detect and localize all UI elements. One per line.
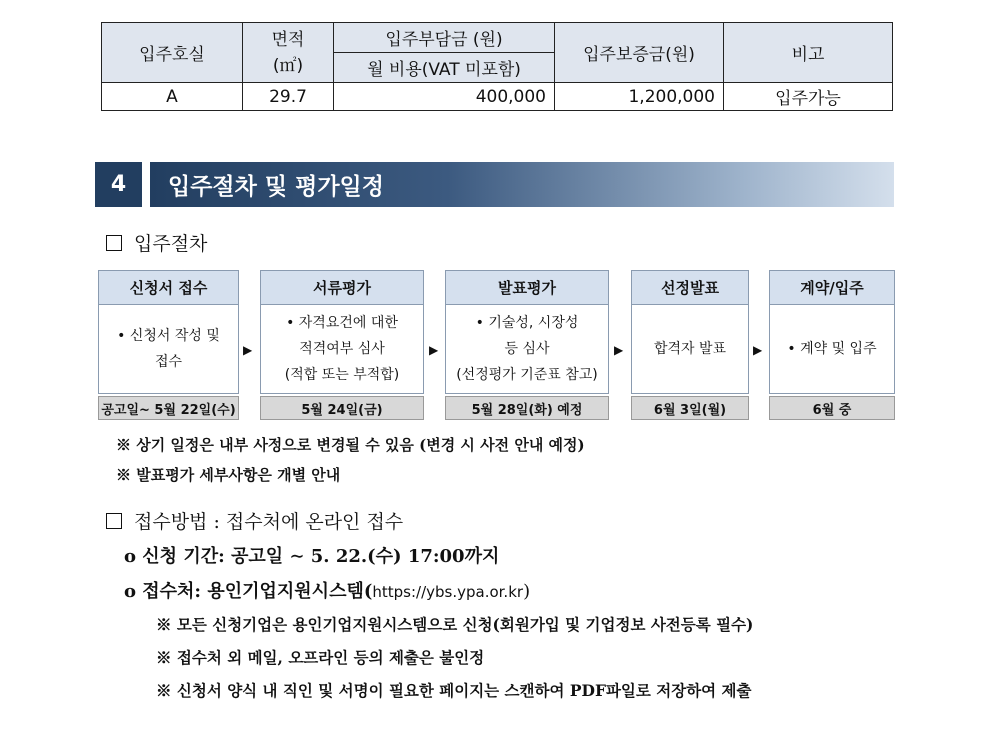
header-note: 비고	[724, 23, 893, 83]
step-title: 신청서 접수	[98, 270, 239, 305]
sub-note: ※ 신청서 양식 내 직인 및 서명이 필요한 페이지는 스캔하여 PDF파일로 저장하여 제출	[156, 681, 752, 700]
procedure-heading-text: 입주절차	[134, 233, 208, 255]
step-body	[631, 305, 749, 394]
step-body	[260, 305, 424, 394]
application-place	[124, 577, 530, 603]
cell-deposit: 1,200,000	[555, 83, 724, 111]
place-suffix: )	[523, 581, 531, 602]
sub-note: ※ 모든 신청기업은 용인기업지원시스템으로 신청(회원가입 및 기업정보 사전등록 필수)	[156, 615, 754, 634]
step-date: 6월 중	[769, 396, 895, 420]
step-line: • 기술성, 시장성	[475, 315, 579, 331]
arrow-icon: ▶	[243, 343, 253, 357]
step-title: 계약/입주	[769, 270, 895, 305]
arrow-icon: ▶	[429, 343, 439, 357]
header-area-line2: (㎡)	[272, 55, 304, 76]
arrow-icon: ▶	[753, 343, 763, 357]
step-date: 5월 28일(화) 예정	[445, 396, 609, 420]
arrow-icon: ▶	[614, 343, 624, 357]
cell-area: 29.7	[243, 83, 334, 111]
step-body	[98, 305, 239, 394]
step-contract	[769, 270, 895, 420]
section-title: 입주절차 및 평가일정	[150, 162, 894, 207]
step-body	[769, 305, 895, 394]
step-line: • 계약 및 입주	[787, 341, 877, 357]
step-date: 5월 24일(금)	[260, 396, 424, 420]
step-title: 발표평가	[445, 270, 609, 305]
header-area-line1: 면적	[271, 29, 305, 50]
step-title: 선정발표	[631, 270, 749, 305]
header-deposit: 입주보증금(원)	[555, 23, 724, 83]
cell-room: A	[102, 83, 243, 111]
schedule-note: ※ 상기 일정은 내부 사정으로 변경될 수 있음 (변경 시 사전 안내 예정)	[116, 436, 585, 454]
cell-monthly: 400,000	[334, 83, 555, 111]
header-area	[243, 23, 334, 83]
step-date: 공고일~ 5월 22일(수)	[98, 396, 239, 420]
header-burden: 입주부담금 (원)	[334, 23, 555, 53]
checkbox-square-icon	[106, 235, 122, 251]
section-number: 4	[95, 162, 142, 207]
rent-table	[101, 22, 893, 111]
method-heading-text: 접수방법 : 접수처에 온라인 접수	[134, 511, 404, 533]
method-heading	[106, 507, 403, 534]
step-line: 적격여부 심사	[299, 341, 385, 357]
step-document-review	[260, 270, 424, 420]
step-title: 서류평가	[260, 270, 424, 305]
place-url-link[interactable]: https://ybs.ypa.or.kr	[372, 583, 524, 601]
step-line: 접수	[154, 354, 183, 370]
sub-note: ※ 접수처 외 메일, 오프라인 등의 제출은 불인정	[156, 648, 485, 667]
step-line: • 자격요건에 대한	[286, 315, 398, 331]
step-date: 6월 3일(월)	[631, 396, 749, 420]
step-line: (적합 또는 부적합)	[284, 367, 400, 383]
procedure-heading	[106, 229, 207, 256]
step-presentation	[445, 270, 609, 420]
step-announcement	[631, 270, 749, 420]
cell-note: 입주가능	[724, 83, 893, 111]
step-body	[445, 305, 609, 394]
step-line: (선정평가 기준표 참고)	[456, 367, 598, 383]
step-line: 합격자 발표	[653, 341, 727, 357]
step-line: • 신청서 작성 및	[117, 328, 220, 344]
presentation-note: ※ 발표평가 세부사항은 개별 안내	[116, 466, 341, 484]
checkbox-square-icon	[106, 513, 122, 529]
step-line: 등 심사	[504, 341, 550, 357]
application-period: o 신청 기간: 공고일 ∼ 5. 22.(수) 17:00까지	[124, 546, 500, 567]
header-monthly: 월 비용(VAT 미포함)	[334, 53, 555, 83]
place-prefix: o 접수처: 용인기업지원시스템(	[124, 581, 373, 602]
step-apply	[98, 270, 239, 420]
header-room: 입주호실	[102, 23, 243, 83]
